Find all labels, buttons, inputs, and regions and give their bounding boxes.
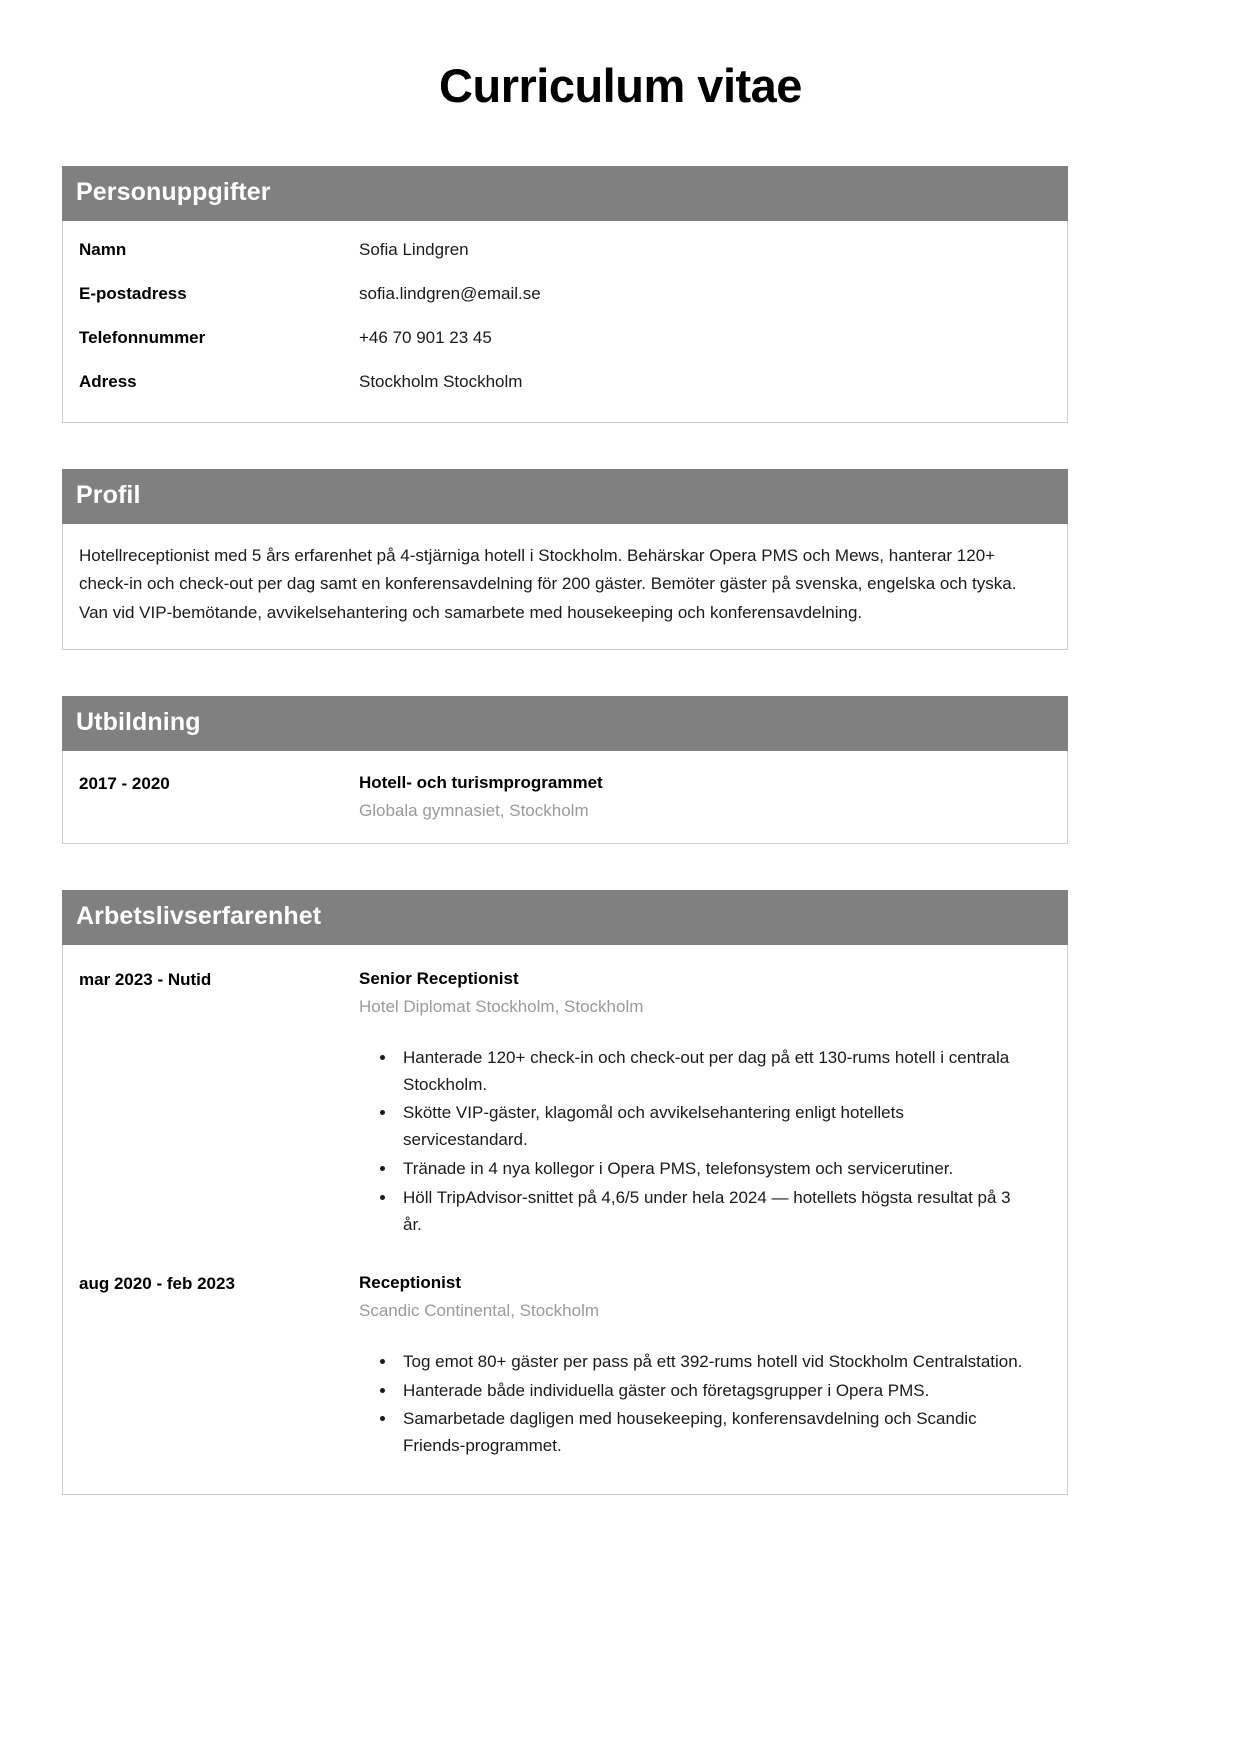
section-body-personal-details — [62, 221, 1068, 423]
experience-entry-bullets — [359, 1045, 1051, 1239]
personal-detail-label-address: Adress — [79, 372, 137, 392]
section-profile — [0, 469, 1241, 650]
experience-entry-period: mar 2023 - Nutid — [79, 969, 212, 989]
experience-entry-organization: Hotel Diplomat Stockholm, Stockholm — [359, 997, 644, 1017]
list-item: • Hanterade 120+ check-in och check-out per dag på ett 130-rums hotell i centrala Stockholm. — [397, 1045, 1033, 1099]
list-item: • Tränade in 4 nya kollegor i Opera PMS, telefonsystem och servicerutiner. — [397, 1156, 1033, 1183]
experience-entry-main — [359, 1271, 1051, 1462]
page-title: Curriculum vitae — [439, 59, 802, 112]
list-item: • Hanterade både individuella gäster och företagsgrupper i Opera PMS. — [397, 1378, 1033, 1405]
list-item: • Skötte VIP-gäster, klagomål och avvikelsehantering enligt hotellets servicestandard. — [397, 1100, 1033, 1154]
section-work-experience — [0, 890, 1241, 1495]
education-entry — [79, 771, 1051, 825]
experience-entry-title: Senior Receptionist — [359, 968, 519, 988]
experience-entry — [79, 967, 1051, 1241]
personal-detail-row — [79, 327, 1051, 350]
experience-entry-bullets — [359, 1349, 1051, 1460]
section-header-education: Utbildning — [62, 696, 1068, 751]
experience-entry — [79, 1271, 1051, 1462]
education-entry-title: Hotell- och turismprogrammet — [359, 772, 603, 792]
personal-detail-value-name: Sofia Lindgren — [359, 240, 469, 260]
section-personal-details — [0, 166, 1241, 423]
section-header-personal-details: Personuppgifter — [62, 166, 1068, 221]
section-body-work-experience — [62, 945, 1068, 1495]
personal-detail-label-phone: Telefonnummer — [79, 328, 206, 348]
education-entry-main — [359, 771, 1051, 825]
list-item: • Samarbetade dagligen med housekeeping, konferensavdelning och Scandic Friends-programmet. — [397, 1406, 1033, 1460]
experience-entry-title: Receptionist — [359, 1272, 462, 1292]
section-education — [0, 696, 1241, 844]
personal-detail-value-phone: +46 70 901 23 45 — [359, 328, 492, 348]
list-item: • Tog emot 80+ gäster per pass på ett 392-rums hotell vid Stockholm Centralstation. — [397, 1349, 1033, 1376]
personal-detail-label-name: Namn — [79, 240, 127, 260]
section-header-work-experience: Arbetslivserfarenhet — [62, 890, 1068, 945]
education-entry-organization: Globala gymnasiet, Stockholm — [359, 801, 589, 821]
experience-entry-period: aug 2020 - feb 2023 — [79, 1273, 235, 1293]
section-header-profile: Profil — [62, 469, 1068, 524]
education-entry-period: 2017 - 2020 — [79, 773, 170, 793]
personal-detail-row — [79, 239, 1051, 262]
experience-entry-organization: Scandic Continental, Stockholm — [359, 1301, 600, 1321]
personal-detail-row — [79, 371, 1051, 394]
personal-detail-value-email: sofia.lindgren@email.se — [359, 284, 541, 304]
personal-detail-label-email: E-postadress — [79, 284, 187, 304]
personal-detail-value-address: Stockholm Stockholm — [359, 372, 523, 392]
profile-summary-text: Hotellreceptionist med 5 års erfarenhet på 4-stjärniga hotell i Stockholm. Behärskar Opera PMS och Mews, hanterar 120+ check-in och check-out per dag samt en konferensavdelning för 200 gäster. Bemöter gäster på svenska, engelska och tyska. Van vid VIP-bemötande, avvikelsehantering och samarbete med housekeeping och konferensavdelning. — [79, 546, 1017, 622]
section-body-profile — [62, 524, 1068, 650]
personal-detail-row — [79, 283, 1051, 306]
list-item: • Höll TripAdvisor-snittet på 4,6/5 under hela 2024 — hotellets högsta resultat på 3 år. — [397, 1185, 1033, 1239]
section-body-education — [62, 751, 1068, 844]
experience-entry-main — [359, 967, 1051, 1241]
